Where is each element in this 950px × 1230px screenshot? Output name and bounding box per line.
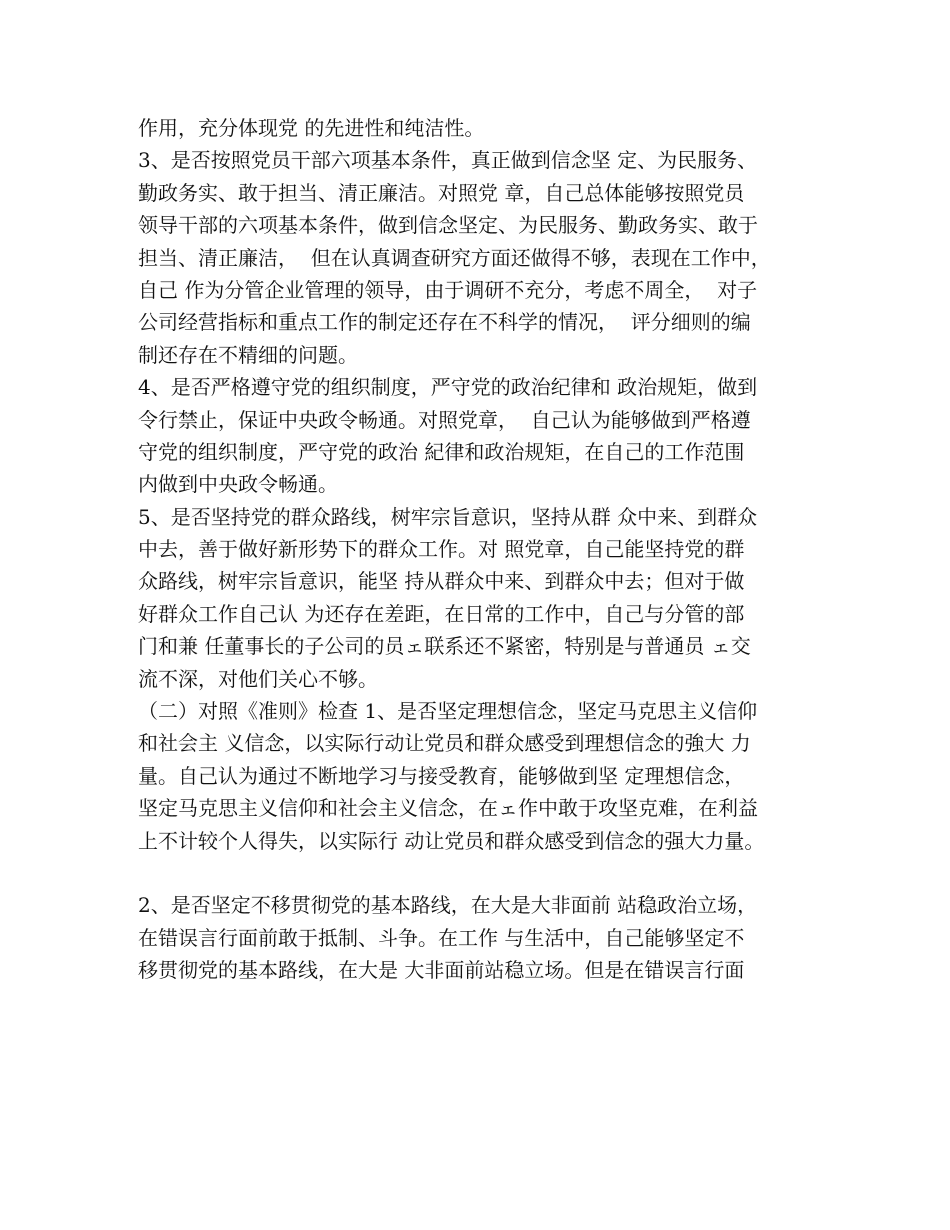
text-line: 制还存在不精细的问题。	[138, 342, 358, 367]
text-line: 中去，善于做好新形势下的群众工作。对 照党章，自己能坚持党的群	[138, 537, 745, 562]
text-line: 坚定马克思主义信仰和社会主义信念，在ェ作中敢于攻坚克难，在利益	[138, 796, 758, 821]
text-line: 量。自己认为通过不断地学习与接受教育，能够做到坚 定理想信念，	[138, 763, 745, 788]
text-line: 公司经营指标和重点工作的制定还存在不科学的情况， 评分细则的编	[138, 310, 751, 335]
text-line: 4、是否严格遵守党的组织制度，严守党的政治纪律和 政治规矩，做到	[138, 375, 758, 400]
text-line: 2、是否坚定不移贯彻党的基本路线，在大是大非面前 站稳政治立场，	[138, 893, 758, 918]
text-line: 门和兼 任董事长的子公司的员ェ联系还不紧密，特别是与普通员 ェ交	[138, 634, 751, 659]
text-line: 5、是否坚持党的群众路线，树牢宗旨意识，坚持从群 众中来、到群众	[138, 504, 758, 529]
text-line: 3、是否按照党员干部六项基本条件，真正做到信念坚 定、为民服务、	[138, 148, 758, 173]
text-line: 守党的组织制度，严守党的政治 紀律和政治规矩，在自己的工作范围	[138, 439, 745, 464]
text-line: 和社会主 义信念，以实际行动让党员和群众感受到理想信念的強大 力	[138, 731, 751, 756]
document-body	[138, 112, 838, 987]
paragraph-gap	[138, 857, 838, 889]
text-line: 内做到中央政令畅通。	[138, 472, 338, 497]
text-line: 领导干部的六项基本条件，做到信念坚定、为民服务、勤政务实、敢于	[138, 213, 758, 238]
text-line: 好群众工作自己认 为还存在差距，在日常的工作中，自己与分管的部	[138, 601, 745, 626]
text-line: 令行禁止，保证中央政令畅通。对照党章， 自己认为能够做到严格遵	[138, 407, 751, 432]
text-line: 移贯彻党的基本路线，在大是 大非面前站稳立场。但是在错误言行面	[138, 958, 745, 983]
text-line: 众路线，树牢宗旨意识，能坚 持从群众中来、到群众中去；但对于做	[138, 569, 745, 594]
text-line: 上不计较个人得失，以实际行 动让党员和群众感受到信念的强大力量。	[138, 828, 765, 853]
text-line: 在错误言行面前敢于抵制、斗争。在工作 与生活中，自己能够坚定不	[138, 925, 745, 950]
text-line: 流不深，对他们关心不够。	[138, 666, 378, 691]
text-line: （二）对照《准则》检查 1、是否坚定理想信念，坚定马克思主义信仰	[138, 699, 758, 724]
text-line: 担当、清正廉洁， 但在认真调查研究方面还做得不够，表现在工作中，	[138, 245, 771, 270]
text-line: 勤政务实、敢于担当、清正廉洁。对照党 章，自己总体能够按照党员	[138, 180, 745, 205]
text-line: 作用，充分体现党 的先进性和纯洁性。	[138, 116, 485, 140]
text-line: 自己 作为分管企业管理的领导，由于调研不充分，考虑不周全， 对子	[138, 277, 758, 302]
